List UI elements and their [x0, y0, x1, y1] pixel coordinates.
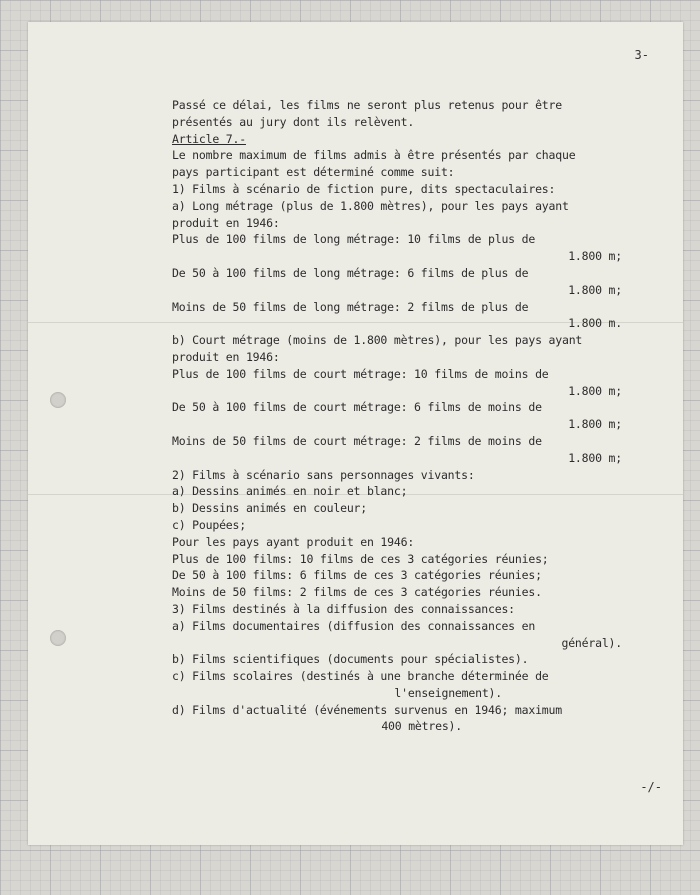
text-line: De 50 à 100 films de long métrage: 6 films de plus de: [172, 265, 529, 280]
text-line: d) Films d'actualité (événements survenus en 1946; maximum: [172, 702, 562, 717]
text-line: De 50 à 100 films: 6 films de ces 3 catégories réunies;: [172, 568, 542, 583]
text-line: Plus de 100 films de long métrage: 10 films de plus de: [172, 232, 536, 247]
text-line: a) Dessins animés en noir et blanc;: [172, 484, 408, 499]
text-line: De 50 à 100 films de court métrage: 6 films de moins de: [172, 400, 542, 415]
text-line: 1.800 m;: [568, 249, 622, 264]
punch-hole: [50, 630, 66, 646]
text-line: Passé ce délai, les films ne seront plus retenus pour être: [172, 98, 562, 112]
text-line: général).: [561, 635, 622, 650]
text-line: 1.800 m;: [568, 417, 622, 432]
text-line: a) Films documentaires (diffusion des connaissances en: [172, 618, 536, 633]
text-line: pays participant est déterminé comme suit:: [172, 165, 455, 180]
text-line: Pour les pays ayant produit en 1946:: [172, 534, 415, 549]
text-line: Moins de 50 films: 2 films de ces 3 catégories réunies.: [172, 585, 542, 600]
text-line: c) Films scolaires (destinés à une branche déterminée de: [172, 669, 549, 684]
text-line: b) Dessins animés en couleur;: [172, 501, 367, 516]
text-line: l'enseignement).: [394, 685, 502, 700]
text-line: 1.800 m;: [568, 383, 622, 398]
continuation-mark: -/-: [640, 780, 662, 794]
text-line: Moins de 50 films de court métrage: 2 films de moins de: [172, 433, 542, 448]
text-line: Moins de 50 films de long métrage: 2 films de plus de: [172, 299, 529, 314]
page-number: 3-: [634, 48, 649, 62]
text-line: Plus de 100 films de court métrage: 10 films de moins de: [172, 366, 549, 381]
text-line: produit en 1946:: [172, 349, 280, 364]
text-line: b) Films scientifiques (documents pour spécialistes).: [172, 652, 529, 667]
text-line: Le nombre maximum de films admis à être présentés par chaque: [172, 148, 576, 163]
text-line: 1.800 m.: [568, 316, 622, 331]
text-line: produit en 1946:: [172, 215, 280, 230]
text-line: b) Court métrage (moins de 1.800 mètres), pour les pays ayant: [172, 333, 583, 348]
text-line: présentés au jury dont ils relèvent.: [172, 114, 415, 129]
text-line: c) Poupées;: [172, 517, 246, 532]
text-line: Plus de 100 films: 10 films de ces 3 catégories réunies;: [172, 551, 549, 566]
punch-hole: [50, 392, 66, 408]
article-heading: Article 7.-: [172, 131, 246, 146]
text-line: a) Long métrage (plus de 1.800 mètres), pour les pays ayant: [172, 198, 569, 213]
document-body: [172, 97, 662, 735]
text-line: 1) Films à scénario de fiction pure, dits spectaculaires:: [172, 181, 556, 196]
text-line: 3) Films destinés à la diffusion des connaissances:: [172, 601, 515, 616]
text-line: 400 mètres).: [381, 719, 462, 734]
text-line: 1.800 m;: [568, 282, 622, 297]
text-line: 1.800 m;: [568, 450, 622, 465]
text-line: 2) Films à scénario sans personnages vivants:: [172, 467, 475, 482]
